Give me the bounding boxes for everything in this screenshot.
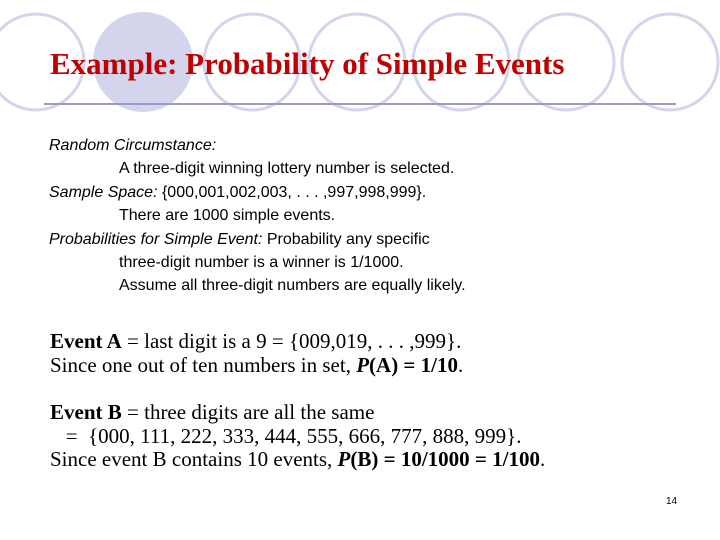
sample-space-label: Sample Space: xyxy=(49,183,158,201)
event-b-definition: = three digits are all the same xyxy=(121,400,375,424)
event-a-since-line xyxy=(50,354,690,378)
probability-line xyxy=(49,228,689,251)
event-a-definition: = last digit is a 9 = {009,019, . . . ,999}. xyxy=(121,329,462,353)
event-b-since-text: Since event B contains 10 events, xyxy=(50,447,338,471)
event-a-since-text: Since one out of ten numbers in set, xyxy=(50,352,357,377)
event-a-p-symbol: P xyxy=(356,352,370,377)
event-b-definition-line xyxy=(50,401,690,425)
event-a-label: Event A xyxy=(50,329,122,353)
problem-description xyxy=(49,134,689,298)
slide-title: Example: Probability of Simple Events xyxy=(50,46,565,81)
event-a-definition-line xyxy=(50,330,690,354)
circumstance-line xyxy=(49,134,689,157)
event-b-block xyxy=(50,401,690,472)
circumstance-label: Random Circumstance: xyxy=(49,137,217,154)
event-a-period: . xyxy=(457,352,464,377)
page-number: 14 xyxy=(666,496,678,507)
event-b-set-line: = {000, 111, 222, 333, 444, 555, 666, 777, 888, 999}. xyxy=(50,423,522,448)
event-b-label: Event B xyxy=(50,400,122,424)
event-b-result: (B) = 10/1000 = 1/100 xyxy=(350,447,540,471)
event-b-since-line xyxy=(50,448,690,472)
event-b-period: . xyxy=(539,447,546,471)
sample-space-line xyxy=(49,181,689,204)
event-a-result: (A) = 1/10 xyxy=(369,352,458,377)
deco-circle xyxy=(622,14,718,110)
circumstance-text: A three-digit winning lottery number is selected. xyxy=(119,160,455,178)
probability-label: Probabilities for Simple Event: xyxy=(49,230,263,248)
probability-line-2: three-digit number is a winner is 1/1000. xyxy=(119,254,404,272)
probability-text: Probability any specific xyxy=(262,230,430,248)
title-divider xyxy=(44,103,676,105)
event-a-block xyxy=(50,330,690,377)
sample-space-text: {000,001,002,003, . . . ,997,998,999}. xyxy=(157,183,427,201)
event-b-p-symbol: P xyxy=(337,447,351,471)
sample-count-text: There are 1000 simple events. xyxy=(119,207,336,225)
probability-line-3: Assume all three-digit numbers are equally likely. xyxy=(119,277,466,295)
